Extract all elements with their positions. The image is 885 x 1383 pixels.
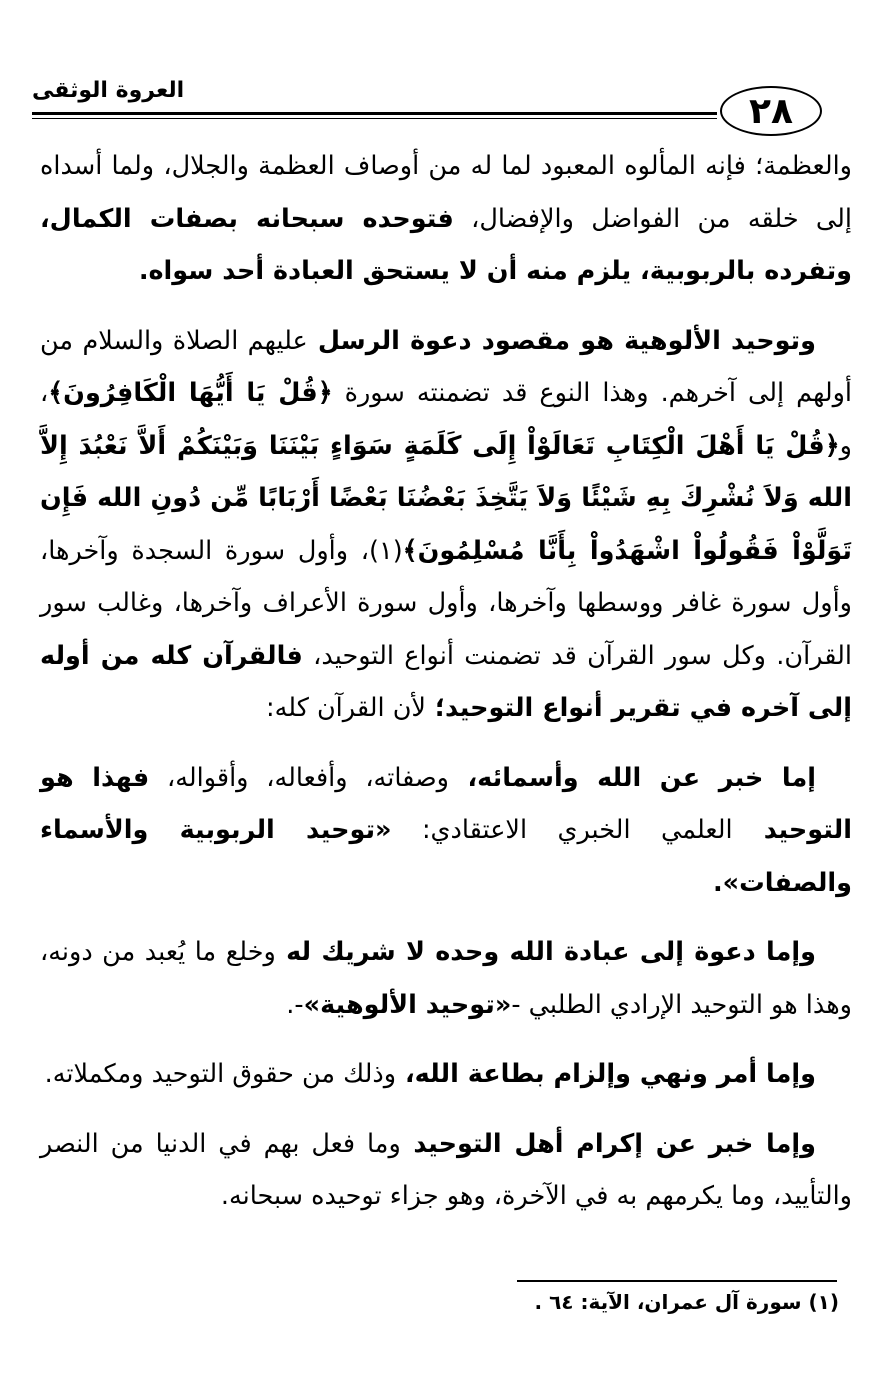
body-text [40, 140, 852, 1240]
text-segment: (١) [369, 535, 403, 566]
page-number: ٢٨ [720, 86, 822, 136]
footnote-rule [517, 1280, 837, 1282]
text-segment: «توحيد الربوبية والأسماء والصفات». [40, 815, 852, 898]
header-rule [32, 112, 717, 119]
text-segment: -. [286, 989, 304, 1020]
text-segment: لأن القرآن كله: [266, 693, 426, 723]
paragraph-p2 [40, 315, 852, 735]
text-segment: «توحيد الألوهية» [303, 989, 512, 1020]
quran-verse: ﴿قُلْ يَا أَيُّهَا الْكَافِرُونَ﴾ [48, 378, 333, 408]
text-segment: وتوحيد الألوهية هو مقصود دعوة الرسل [307, 325, 816, 356]
text-segment: فالقرآن كله من أوله إلى آخره في تقرير أنواع التوحيد؛ [40, 640, 852, 723]
paragraph-p6 [40, 1118, 852, 1223]
running-header-title: العروة الوثقى [32, 78, 185, 103]
text-segment: ، وأول سورة السجدة وآخرها، وأول سورة غافر ووسطها وآخرها، وأول سورة الأعراف وآخرها، وغالب سور القرآن. وكل سور القرآن قد تضمنت أنواع التوحيد، [40, 535, 852, 671]
text-segment: وإما خبر عن إكرام أهل التوحيد [400, 1128, 816, 1159]
paragraph-p1 [40, 140, 852, 298]
text-segment: وإما أمر ونهي وإلزام بطاعة الله، [396, 1059, 816, 1089]
text-segment: إما خبر عن الله وأسمائه، [448, 762, 816, 793]
footnote: (١) سورة آل عمران، الآية: ٦٤ . [534, 1290, 839, 1314]
text-segment: وخلع ما يُعبد من دونه، وهذا هو التوحيد الإرادي الطلبي - [40, 937, 852, 1020]
text-segment: عليهم الصلاة والسلام من أولهم إلى آخرهم. وهذا النوع قد تضمنته سورة [40, 325, 852, 408]
text-segment: ، و [40, 378, 852, 461]
text-segment: فتوحده سبحانه بصفات الكمال، وتفرده بالربوبية، يلزم منه أن لا يستحق العبادة أحد سواه. [40, 203, 852, 286]
text-segment: فهذا هو التوحيد [40, 762, 852, 845]
paragraph-p4 [40, 926, 852, 1031]
text-segment: وإما دعوة إلى عبادة الله وحده لا شريك له [275, 937, 816, 967]
text-segment: وما فعل بهم في الدنيا من النصر والتأييد، وما يكرمهم به في الآخرة، وهو جزاء توحيده سبحانه. [40, 1128, 852, 1211]
paragraph-p5 [40, 1048, 852, 1101]
text-segment: وذلك من حقوق التوحيد ومكملاته. [44, 1059, 397, 1089]
text-segment: وصفاته، وأفعاله، وأقواله، [149, 762, 449, 793]
text-segment: العلمي الخبري الاعتقادي: [391, 815, 733, 845]
quran-verse: ﴿قُلْ يَا أَهْلَ الْكِتَابِ تَعَالَوْاْ إِلَى كَلَمَةٍ سَوَاءٍ بَيْنَنَا وَبَيْنَكُمْ أَلاَّ نَعْبُدَ إِلاَّ الله وَلاَ نُشْرِكَ بِهِ شَيْئًا وَلاَ يَتَّخِذَ بَعْضُنَا بَعْضًا أَرْبَابًا مِّن دُونِ الله فَإِن تَوَلَّوْاْ فَقُولُواْ اشْهَدُواْ بِأَنَّا مُسْلِمُونَ﴾ [40, 430, 852, 566]
text-segment: والعظمة؛ فإنه المألوه المعبود لما له من أوصاف العظمة والجلال، ولما أسداه إلى خلقه من الفواضل والإفضال، [40, 151, 853, 234]
paragraph-p3 [40, 752, 852, 910]
